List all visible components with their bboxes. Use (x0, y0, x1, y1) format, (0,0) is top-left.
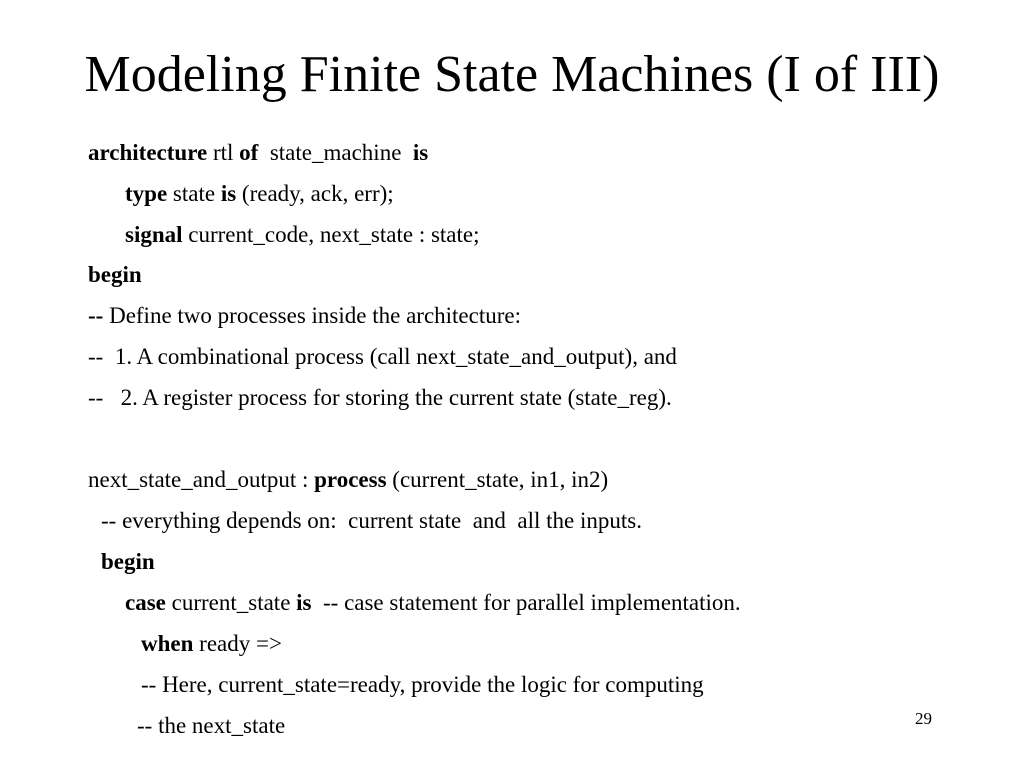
code-line-process-begin (101, 547, 155, 577)
code-line-signal-declaration (125, 220, 480, 250)
keyword-process: process (314, 467, 387, 492)
code-line-comment-define (88, 301, 521, 331)
keyword-type: type (125, 181, 168, 206)
page-number: 29 (915, 709, 932, 728)
keyword-is: is (220, 181, 237, 206)
code-text: current_state (165, 590, 297, 615)
code-text: -- Here, current_state=ready, provide the logic for computing (141, 672, 704, 697)
code-text: state_machine (258, 140, 413, 165)
code-line-comment-here (141, 670, 704, 700)
keyword-case: case (125, 590, 166, 615)
code-text: ready => (193, 631, 282, 656)
code-line-comment-register (88, 383, 672, 413)
code-line-type-declaration (125, 179, 394, 209)
keyword-begin: begin (101, 549, 155, 574)
keyword-is: is (412, 140, 429, 165)
keyword-of: of (239, 140, 259, 165)
keyword-architecture: architecture (88, 140, 208, 165)
code-line-process-header (88, 465, 608, 495)
slide-title: Modeling Finite State Machines (I of III) (84, 46, 940, 103)
code-text: (current_state, in1, in2) (386, 467, 609, 492)
keyword-signal: signal (125, 222, 183, 247)
keyword-is: is (296, 590, 312, 615)
code-text: rtl (207, 140, 240, 165)
code-text: -- 1. A combinational process (call next_state_and_output), and (88, 344, 677, 369)
code-text: -- everything depends on: current state and all the inputs. (101, 508, 642, 533)
code-text: next_state_and_output : (88, 467, 315, 492)
code-line-comment-depends (101, 506, 642, 536)
code-text: (ready, ack, err); (236, 181, 394, 206)
keyword-when: when (141, 631, 194, 656)
code-text: -- case statement for parallel implementation. (311, 590, 741, 615)
code-line-architecture (88, 138, 428, 168)
code-text: -- 2. A register process for storing the current state (state_reg). (88, 385, 672, 410)
code-line-comment-combinational (88, 342, 677, 372)
code-line-begin (88, 260, 142, 290)
keyword-begin: begin (88, 262, 142, 287)
code-text: state (167, 181, 221, 206)
code-line-comment-next-state (137, 711, 285, 741)
comment-marker: -- (88, 303, 104, 328)
code-line-when (141, 629, 282, 659)
code-line-case (125, 588, 741, 618)
code-text: Define two processes inside the architecture: (103, 303, 522, 328)
code-text: -- the next_state (137, 713, 286, 738)
code-text: current_code, next_state : state; (182, 222, 480, 247)
